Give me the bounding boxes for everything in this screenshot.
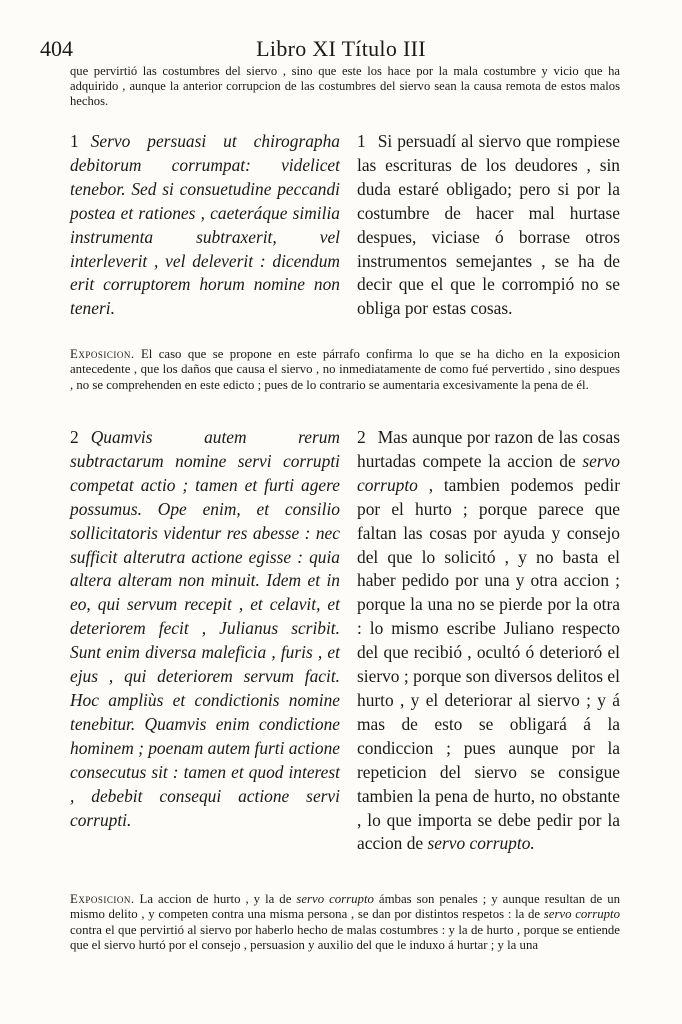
latin-text-2 (70, 426, 340, 832)
exposition-1 (70, 347, 620, 393)
intro-paragraph: que pervirtió las costumbres del siervo , sino que este los hace por la mala costumbre y vicio que ha adquirido , aunque la anterior corrupcion de las costumbres del siervo sean la causa remota de estos malos hechos. (70, 64, 620, 108)
spanish-body-2a: Mas aunque por razon de las cosas hurtadas compete la accion de (357, 427, 620, 471)
running-title: Libro XI Título III (256, 36, 426, 61)
spanish-body-2b: , tambien podemos pedir por el hurto ; porque parece que faltan las cosas por ayuda y consejo del que lo solicitó , y no basta el haber pedido por una y otra accion ; porque la una no se pierde por la otra : lo mismo escribe Juliano respecto del que recibió , ocultó ó deterioró el siervo ; porque son diversos delitos el hurto , y el deteriorar al siervo ; y á mas de esto se obligará á la condiccion ; pues aunque por la repeticion del siervo se consigue tambien la pena de hurto, no obstante , lo que importa se debe pedir por la accion de (357, 474, 620, 854)
latin-number-2: 2 (70, 427, 79, 447)
spanish-term-2: servo corrupto. (427, 833, 535, 854)
latin-text-1 (70, 130, 340, 321)
exposition-term-a: servo corrupto (296, 892, 374, 906)
exposition-label: Exposicion. (70, 892, 135, 906)
exposition-term-b: servo corrupto (543, 907, 620, 922)
spanish-number-1: 1 (357, 131, 366, 151)
exposition-text: El caso que se propone en este párrafo confirma lo que se ha dicho en la exposicion antecedente , que los daños que causa el siervo , no inmediatamente de como fué pervertido , sino despues , no se comprehenden en este edicto ; pues de lo contrario se aumentaria excesivamente la pena de él. (70, 347, 620, 392)
latin-number-1: 1 (70, 131, 79, 151)
spanish-text-2 (357, 426, 620, 856)
section-2 (70, 426, 620, 881)
exposition-text-c: contra el que pervirtió al siervo por haberlo hecho de malas costumbres : y la de hurto , porque se entiende que el siervo hurtó por el consejo , persuasion y auxilio del que le induxo á hurtar ; y la una (70, 922, 620, 952)
spanish-number-2: 2 (357, 427, 366, 447)
exposition-text-b: ámbas son penales ; y aunque resultan de un mismo delito , y competen contra una misma persona , se dan por distintos respetos : la de (70, 892, 620, 922)
exposition-text-a: La accion de hurto , y la de (139, 892, 292, 906)
latin-body-2: Quamvis autem rerum subtractarum nomine servi corrupti competat actio ; tamen et furti agere possumus. Ope enim, et consilio sollicitatoris videntur res abesse : nec sufficit alterutra actione egisse : quia altera alteram non minuit. Idem et in eo, qui servum recepit , et celavit, et deteriorem fecit , Julianus scribit. Sunt enim diversa maleficia , furis , et ejus , qui deteriorem servum facit. Hoc ampliùs et condictionis nomine tenebitur. Quamvis enim condictione hominem ; poenam autem furti actione consecutus sit : tamen et quod interest , debebit consequi actione servi corrupti. (70, 427, 340, 830)
spanish-body-1: Si persuadí al siervo que rompiese las escrituras de los deudores , sin duda estaré obligado; pero si por la costumbre de hacer mal hurtase despues, viciase ó borrase otros instrumentos semejantes , se ha de decir que el que le corrompió no se obliga por estas cosas. (357, 131, 620, 319)
exposition-2 (70, 892, 620, 953)
exposition-label: Exposicion. (70, 347, 135, 361)
section-1 (70, 130, 620, 345)
spanish-text-1 (357, 130, 620, 321)
page-number: 404 (40, 36, 73, 61)
spanish-term-1: servo corrupto (357, 450, 620, 495)
latin-body-1: Servo persuasi ut chirographa debitorum corrumpat: videlicet tenebor. Sed si consuetudine peccandi postea et rationes , caeteráque similia instrumenta subtraxerit, vel interleverit , vel deleverit : dicendum erit corruptorem horum nomine non teneri. (70, 131, 340, 319)
